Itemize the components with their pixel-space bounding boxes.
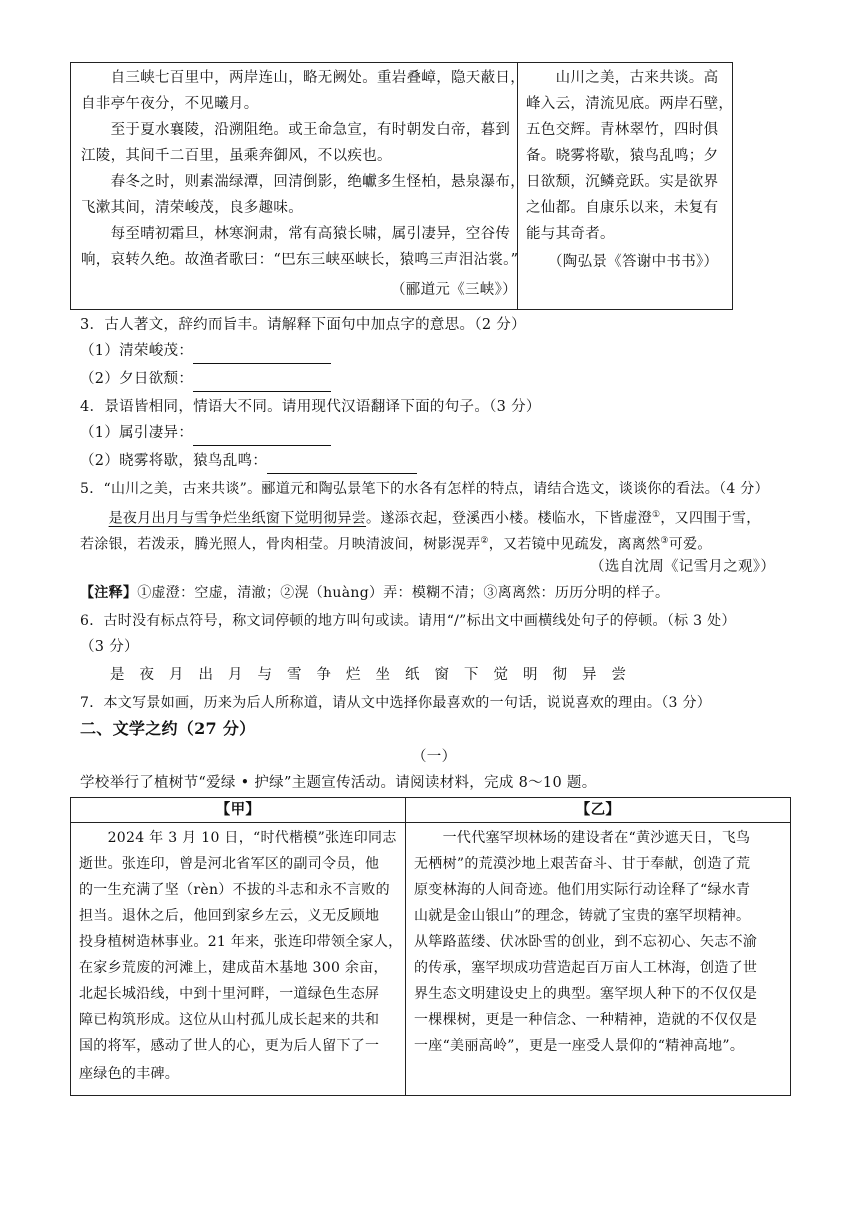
material-line: 山就是金山银山”的理念，铸就了宝贵的塞罕坝精神。 [414, 908, 751, 924]
passage-line: 五色交辉。青林翠竹，四时俱 [526, 122, 719, 138]
material-jia-header: 【甲】 [71, 798, 406, 823]
passage-line: 能与其奇者。 [526, 226, 615, 242]
reading-line-1: 是夜月出月与雪争烂坐纸窗下觉明彻异尝。遂添衣起，登溪西小楼。楼临水，下皆虚澄①，又四围于雪， [108, 510, 761, 527]
note-ref: ② [480, 536, 489, 546]
material-line: 一代代塞罕坝林场的建设者在“黄沙遮天日，飞鸟 [414, 830, 751, 846]
answer-blank[interactable] [267, 455, 417, 474]
section-2-title: 二、文学之约（27 分） [80, 719, 256, 738]
question-4-item-2: （2）晓雾将歇，猿鸟乱鸣： [80, 448, 417, 474]
passage-line: 每至晴初霜旦，林寒涧肃，常有高猿长啸，属引凄异，空谷传 [81, 226, 511, 242]
reading-source: （选自沈周《记雪月之观》） [590, 559, 776, 575]
question-4-stem: 4．景语皆相同，情语大不同。请用现代汉语翻译下面的句子。（3 分） [80, 399, 541, 415]
material-line: 原变林海的人间奇迹。他们用实际行动诠释了“绿水青 [414, 882, 751, 898]
passage-three-gorges [71, 63, 525, 310]
question-6-score: （3 分） [80, 639, 139, 655]
passage-line: 峰入云，清流见底。两岸石壁， [526, 96, 734, 112]
question-3-item-1: （1）清荣峻茂： [80, 338, 331, 364]
passage-table [70, 62, 733, 310]
note-ref: ③ [660, 536, 669, 546]
passage-line: 飞漱其间，清荣峻茂，良多趣味。 [81, 200, 303, 216]
material-yi-header: 【乙】 [406, 798, 791, 823]
answer-blank[interactable] [193, 345, 331, 364]
material-line: 国的将军，感动了世人的心，更为后人留下了一 [79, 1038, 380, 1054]
answer-blank[interactable] [193, 373, 331, 392]
material-line: 在家乡荒废的河滩上，建成苗木基地 300 余亩， [79, 960, 388, 976]
material-line: 担当。退休之后，他回到家乡左云，义无反顾地 [79, 908, 380, 924]
material-line: 的传承，塞罕坝成功营造起百万亩人工林海，创造了世 [414, 960, 758, 976]
section-2-subtitle: （一） [412, 749, 457, 765]
passage-line: 自非亭午夜分，不见曦月。 [81, 96, 259, 112]
material-line: 从筚路蓝缕、伏冰卧雪的创业，到不忘初心、矢志不渝 [414, 934, 758, 950]
question-7-stem: 7．本文写景如画，历来为后人所称道，请从文中选择你最喜欢的一句话，说说喜欢的理由。（3 分） [80, 695, 712, 711]
material-line: 一棵棵树，更是一种信念、一种精神，造就的不仅仅是 [414, 1012, 758, 1028]
question-4-item-1: （1）属引凄异： [80, 420, 331, 446]
section-2-intro: 学校举行了植树节“爱绿 • 护绿”主题宣传活动。请阅读材料，完成 8～10 题。 [80, 775, 597, 791]
passage-line: 之仙都。自康乐以来，未复有 [526, 200, 719, 216]
question-6-sentence[interactable]: 是夜月出月与雪争烂坐纸窗下觉明彻异尝 [110, 667, 641, 683]
material-table [70, 797, 791, 1096]
passage-source: （郦道元《三峡》） [391, 282, 517, 298]
material-line: 的一生充满了坚（rèn）不拔的斗志和永不言败的 [79, 882, 390, 898]
question-6-stem: 6．古时没有标点符号，称文词停顿的地方叫句或读。请用“/”标出文中画横线处句子的停顿。（标 3 处） [80, 613, 736, 629]
material-line: 界生态文明建设史上的典型。塞罕坝人种下的不仅仅是 [414, 986, 758, 1002]
passage-line: 至于夏水襄陵，沿溯阻绝。或王命急宣，有时朝发白帝，暮到 [81, 122, 511, 138]
material-line: 北起长城沿线，中到十里河畔，一道绿色生态屏 [79, 986, 380, 1002]
material-line: 一座“美丽高岭”，更是一座受人景仰的“精神高地”。 [414, 1038, 745, 1054]
passage-line: 自三峡七百里中，两岸连山，略无阙处。重岩叠嶂，隐天蔽日， [81, 70, 525, 86]
material-yi [406, 823, 791, 1096]
note-ref: ① [652, 510, 661, 520]
material-line: 座绿色的丰碑。 [79, 1066, 180, 1082]
material-line: 障已构筑形成。这位从山村孤儿成长起来的共和 [79, 1012, 380, 1028]
material-jia [71, 823, 406, 1096]
material-line: 无栖树”的荒漠沙地上艰苦奋斗、甘于奉献，创造了荒 [414, 856, 751, 872]
underlined-sentence: 是夜月出月与雪争烂坐纸窗下觉明彻异尝 [108, 510, 367, 527]
passage-line: 备。晓雾将歇，猿鸟乱鸣；夕 [526, 148, 719, 164]
passage-reply-letter [518, 63, 733, 310]
passage-line: 响，哀转久绝。故渔者歌曰：“巴东三峡巫峡长，猿鸣三声泪沾裳。” [81, 252, 519, 268]
material-line: 2024 年 3 月 10 日，“时代楷模”张连印同志 [79, 830, 397, 846]
material-line: 逝世。张连印，曾是河北省军区的副司令员，他 [79, 856, 380, 872]
answer-blank[interactable] [193, 427, 331, 446]
reading-notes: 【注释】①虚澄：空虚，清澈；②滉（huàng）弄：模糊不清；③离离然：历历分明的样子。 [80, 585, 670, 601]
passage-line: 山川之美，古来共谈。高 [526, 70, 719, 86]
passage-line: 日欲颓，沉鳞竞跃。实是欲界 [526, 174, 719, 190]
question-3-item-2: （2）夕日欲颓： [80, 366, 331, 392]
question-5-stem: 5．“山川之美，古来共谈”。郦道元和陶弘景笔下的水各有怎样的特点，请结合选文，谈谈你的看法。（4 分） [80, 481, 769, 497]
question-3-stem: 3．古人著文，辞约而旨丰。请解释下面句中加点字的意思。（2 分） [80, 317, 526, 333]
material-line: 投身植树造林事业。21 年来，张连印带领全家人， [79, 934, 403, 950]
reading-line-2: 若涂银，若泼汞，腾光照人，骨肉相莹。月映清波间，树影滉弄②，又若镜中见疏发，离离然③可爱。 [80, 536, 712, 553]
passage-line: 江陵，其间千二百里，虽乘奔御风，不以疾也。 [81, 148, 392, 164]
passage-source: （陶弘景《答谢中书书》） [548, 254, 719, 270]
passage-line: 春冬之时，则素湍绿潭，回清倒影，绝巘多生怪柏，悬泉瀑布， [81, 174, 525, 190]
